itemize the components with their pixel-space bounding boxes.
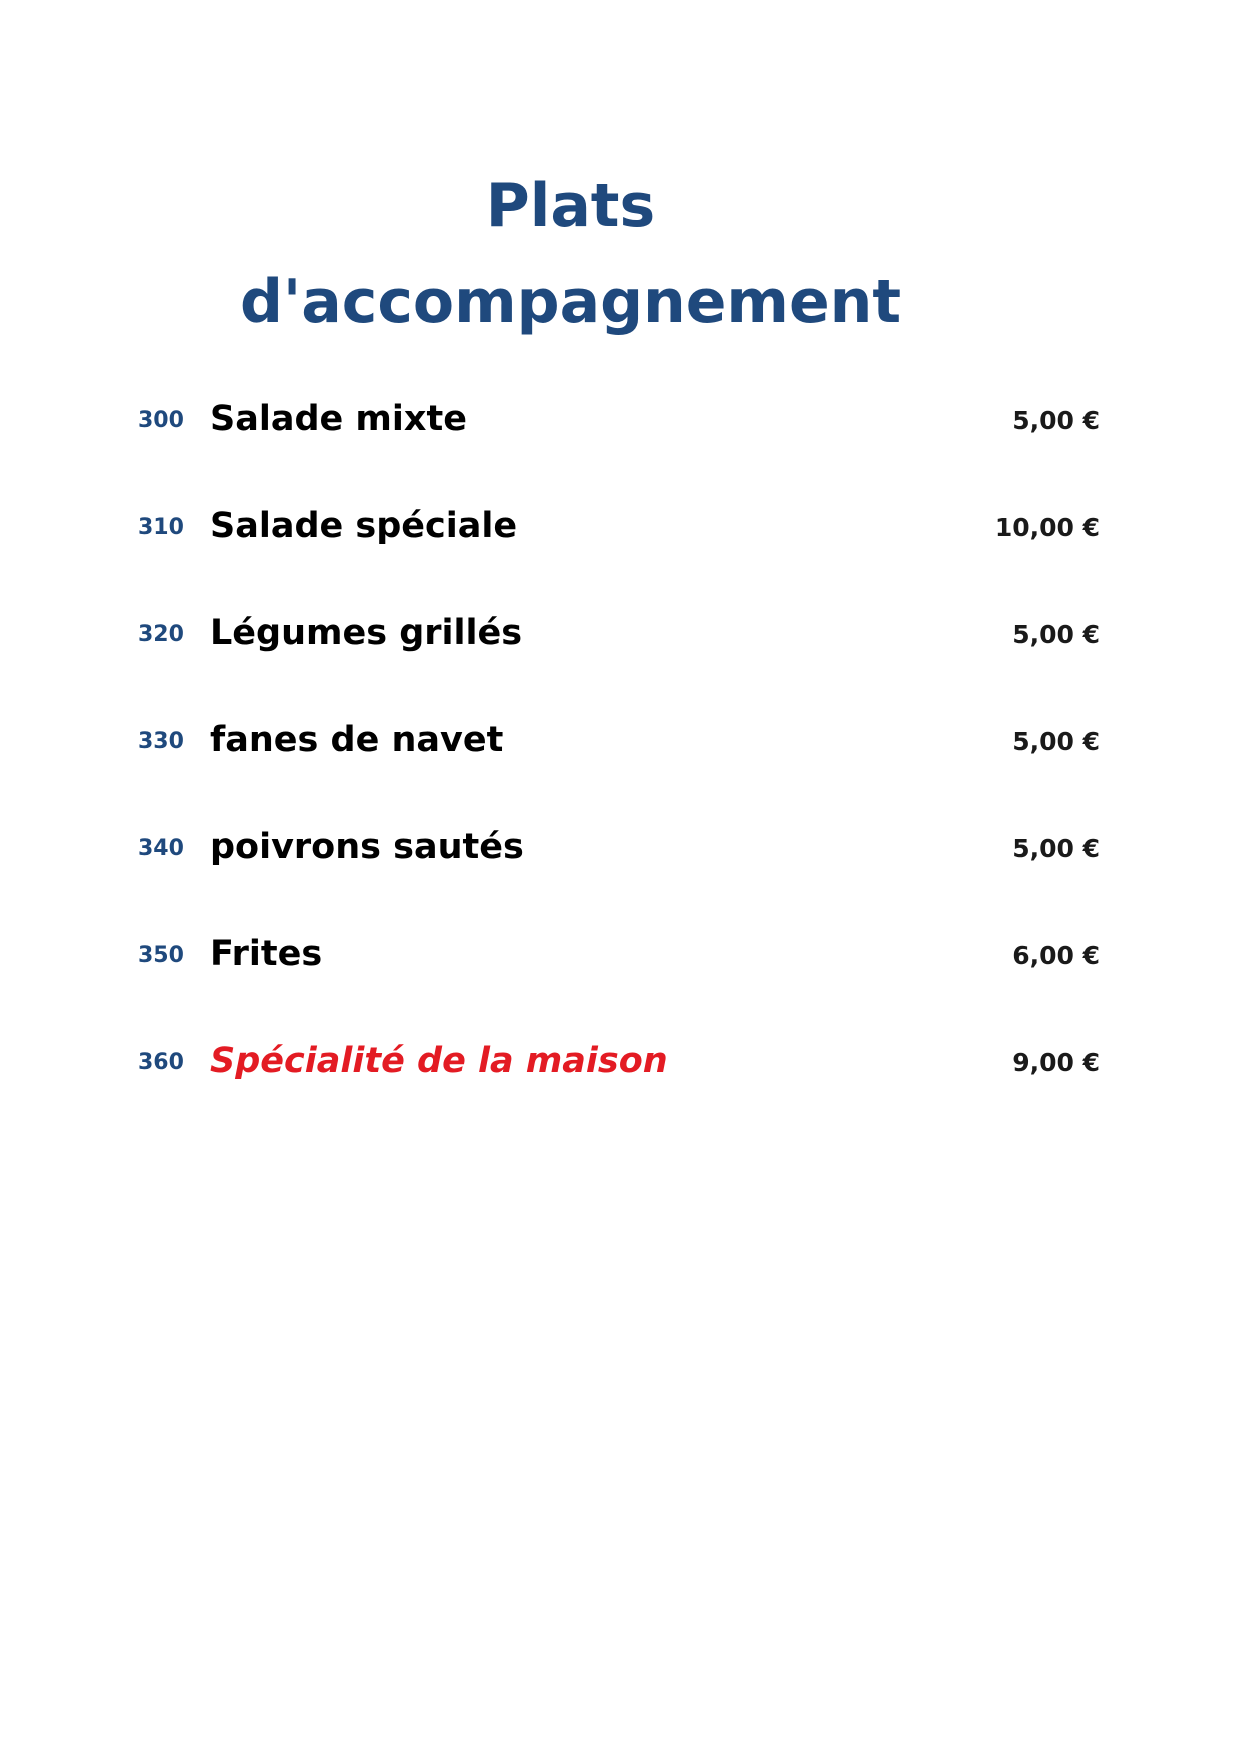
menu-item-name-special: Spécialité de la maison [210,1041,668,1081]
page-title-line-2: d'accompagnement [239,267,902,337]
menu-item-number: 320 [138,622,184,647]
menu-item [0,606,1241,666]
menu-item-number: 350 [138,943,184,968]
menu-item-name: Frites [210,934,323,974]
page-title-line-1: Plats [485,171,656,241]
page-title [0,158,1141,350]
menu-item-name: Salade mixte [210,399,467,439]
menu-item-name: Légumes grillés [210,613,523,653]
menu-item-number: 360 [138,1050,184,1075]
menu-item-price: 9,00 € [1012,1048,1100,1077]
menu-item [0,820,1241,880]
menu-item-price: 10,00 € [994,513,1100,542]
menu-item-price: 5,00 € [1012,834,1100,863]
menu-item-price: 5,00 € [1012,620,1100,649]
menu-item-number: 310 [138,515,184,540]
menu-item-name: fanes de navet [210,720,504,760]
menu-item-price: 5,00 € [1012,406,1100,435]
menu-item-number: 340 [138,836,184,861]
menu-item-price: 5,00 € [1012,727,1100,756]
menu-item-name: Salade spéciale [210,506,518,546]
menu-item-special [0,1034,1241,1094]
menu-item-name: poivrons sautés [210,827,524,867]
menu-item [0,499,1241,559]
menu-item-number: 330 [138,729,184,754]
menu-item [0,713,1241,773]
menu-item [0,927,1241,987]
menu-item [0,392,1241,452]
menu-item-price: 6,00 € [1012,941,1100,970]
menu-item-number: 300 [138,408,184,433]
